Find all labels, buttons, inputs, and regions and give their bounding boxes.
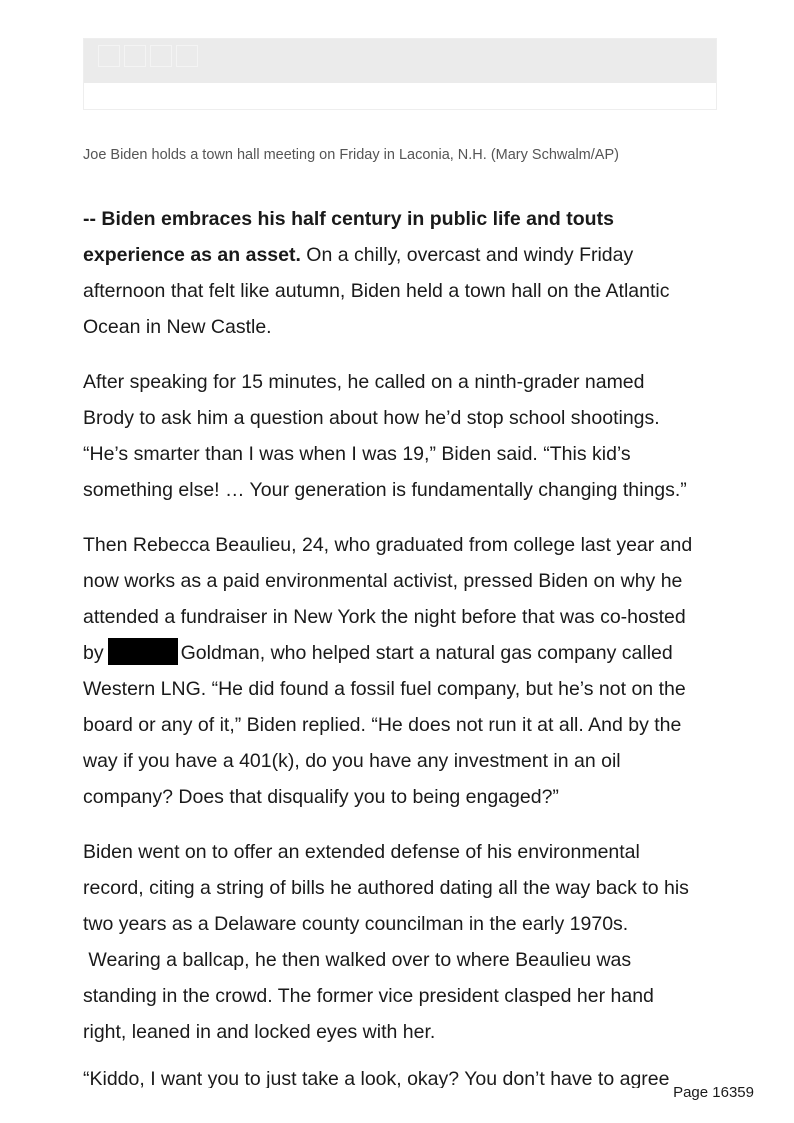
paragraph-text: by (83, 642, 104, 664)
paragraph-line: Brody to ask him a question about how he’d stop school shootings. (83, 407, 660, 429)
video-player[interactable] (83, 38, 717, 110)
paragraph-line: attended a fundraiser in New York the night before that was co-hosted (83, 606, 686, 628)
page-number: Page 16359 (673, 1084, 754, 1101)
photo-caption: Joe Biden holds a town hall meeting on Friday in Laconia, N.H. (Mary Schwalm/AP) (83, 147, 619, 163)
paragraph-line: company? Does that disqualify you to being engaged?” (83, 786, 559, 808)
player-control-button[interactable] (98, 45, 120, 67)
paragraph-line: standing in the crowd. The former vice president clasped her hand (83, 985, 654, 1007)
paragraph-text: On a chilly, overcast and windy Friday (300, 244, 634, 266)
article-body (83, 201, 723, 1069)
paragraph-line: right, leaned in and locked eyes with her. (83, 1021, 436, 1043)
paragraph-1 (83, 201, 723, 345)
paragraph-4 (83, 834, 723, 1050)
paragraph-line (83, 635, 723, 671)
paragraph-line: now works as a paid environmental activist, pressed Biden on why he (83, 570, 683, 592)
paragraph-line: two years as a Delaware county councilman in the early 1970s. (83, 913, 629, 935)
paragraph-line: afternoon that felt like autumn, Biden held a town hall on the Atlantic (83, 280, 670, 302)
paragraph-line: Western LNG. “He did found a fossil fuel company, but he’s not on the (83, 678, 686, 700)
player-control-button[interactable] (150, 45, 172, 67)
paragraph-line: Wearing a ballcap, he then walked over to where Beaulieu was (83, 949, 632, 971)
paragraph-line: record, citing a string of bills he authored dating all the way back to his (83, 877, 689, 899)
paragraph-line: board or any of it,” Biden replied. “He does not run it at all. And by the (83, 714, 682, 736)
paragraph-line: “He’s smarter than I was when I was 19,” Biden said. “This kid’s (83, 443, 631, 465)
paragraph-line: way if you have a 401(k), do you have any investment in an oil (83, 750, 621, 772)
player-control-button[interactable] (176, 45, 198, 67)
paragraph-line (83, 237, 723, 273)
player-control-button[interactable] (124, 45, 146, 67)
paragraph-line: -- Biden embraces his half century in public life and touts (83, 208, 614, 230)
paragraph-line: Biden went on to offer an extended defense of his environmental (83, 841, 640, 863)
clipped-paragraph (83, 1068, 723, 1088)
paragraph-line: “Kiddo, I want you to just take a look, okay? You don’t have to agree (83, 1068, 670, 1088)
paragraph-2 (83, 364, 723, 508)
paragraph-line: Ocean in New Castle. (83, 316, 272, 338)
paragraph-line: Then Rebecca Beaulieu, 24, who graduated from college last year and (83, 534, 693, 556)
bold-lead-text: experience as an asset. (83, 244, 301, 266)
redaction-box (108, 638, 178, 665)
player-control-bar (84, 39, 716, 83)
paragraph-text: Goldman, who helped start a natural gas company called (180, 642, 673, 664)
paragraph-line: something else! … Your generation is fundamentally changing things.” (83, 479, 687, 501)
paragraph-line: After speaking for 15 minutes, he called on a ninth-grader named (83, 371, 645, 393)
paragraph-3 (83, 527, 723, 815)
